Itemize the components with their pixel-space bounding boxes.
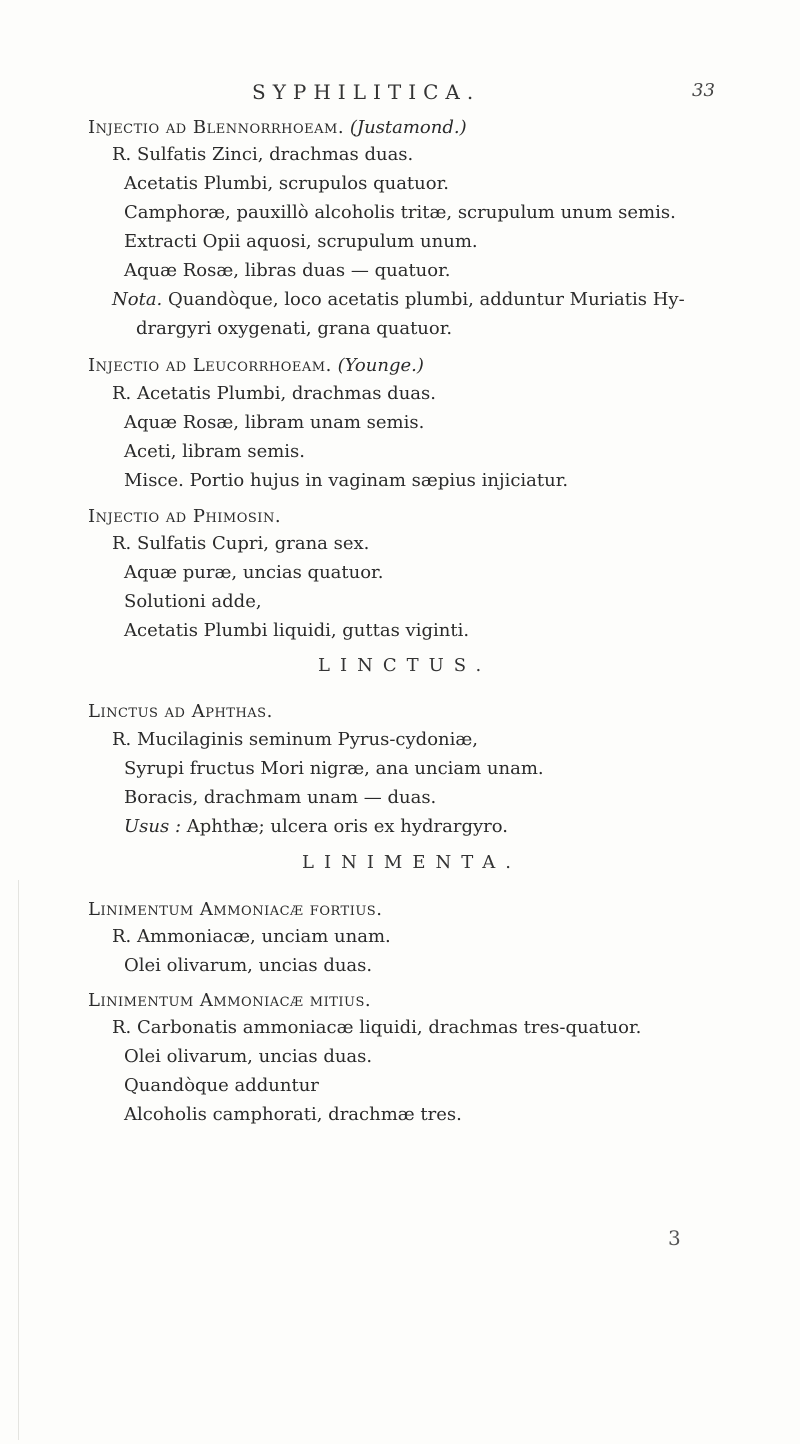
recipe-title-ammoniacae-fortius: Linimentum Ammoniacæ fortius. — [88, 899, 383, 920]
nota-line — [112, 289, 685, 311]
recipe-line: Solutioni adde, — [124, 591, 262, 612]
recipe-line: R. Mucilaginis seminum Pyrus-cydoniæ, — [112, 729, 479, 750]
recipe-title-blennorrhoeam — [88, 117, 467, 139]
section-heading-linctus: LINCTUS. — [318, 655, 492, 676]
recipe-line: Syrupi fructus Mori nigræ, ana unciam unam. — [124, 758, 544, 779]
recipe-line: Aquæ Rosæ, libras duas — quatuor. — [124, 260, 451, 281]
signature-mark: 3 — [668, 1226, 681, 1250]
nota-text: Quandòque, loco acetatis plumbi, adduntur Muriatis Hy- — [168, 289, 685, 310]
recipe-line: R. Acetatis Plumbi, drachmas duas. — [112, 383, 436, 404]
recipe-line: Alcoholis camphorati, drachmæ tres. — [124, 1104, 462, 1125]
recipe-author: (Justamond.) — [349, 117, 467, 138]
usus-text: Aphthæ; ulcera oris ex hydrargyro. — [186, 816, 508, 837]
recipe-title-leucorrhoeam — [88, 355, 424, 377]
recipe-title-ammoniacae-mitius: Linimentum Ammoniacæ mitius. — [88, 990, 372, 1011]
usus-label: Usus : — [124, 816, 182, 837]
recipe-line: Aquæ Rosæ, libram unam semis. — [124, 412, 425, 433]
page-number: 33 — [692, 80, 715, 101]
recipe-line: Olei olivarum, uncias duas. — [124, 955, 373, 976]
recipe-line: Acetatis Plumbi liquidi, guttas viginti. — [124, 620, 470, 641]
recipe-line: R. Sulfatis Cupri, grana sex. — [112, 533, 370, 554]
recipe-line: Boracis, drachmam unam — duas. — [124, 787, 437, 808]
recipe-line: Olei olivarum, uncias duas. — [124, 1046, 373, 1067]
nota-continuation: drargyri oxygenati, grana quatuor. — [136, 318, 453, 339]
section-heading-linimenta: LINIMENTA. — [302, 852, 521, 873]
recipe-title: Injectio ad Leucorrhoeam. — [88, 355, 332, 376]
usus-line — [124, 816, 508, 838]
recipe-title: Injectio ad Blennorrhoeam. — [88, 117, 345, 138]
recipe-line: R. Carbonatis ammoniacæ liquidi, drachmas tres-quatuor. — [112, 1017, 642, 1038]
recipe-line: Aquæ puræ, uncias quatuor. — [124, 562, 384, 583]
recipe-line: Quandòque adduntur — [124, 1075, 319, 1096]
recipe-title-aphthas: Linctus ad Aphthas. — [88, 701, 273, 722]
recipe-line: Aceti, libram semis. — [124, 441, 306, 462]
recipe-line: R. Ammoniacæ, unciam unam. — [112, 926, 391, 947]
recipe-line: Misce. Portio hujus in vaginam sæpius injiciatur. — [124, 470, 569, 491]
running-head: SYPHILITICA. — [252, 80, 481, 104]
recipe-line: Camphoræ, pauxillò alcoholis tritæ, scrupulum unum semis. — [124, 202, 676, 223]
recipe-line: Acetatis Plumbi, scrupulos quatuor. — [124, 173, 449, 194]
recipe-title-phimosin: Injectio ad Phimosin. — [88, 506, 282, 527]
nota-label: Nota. — [112, 289, 163, 310]
recipe-line: Extracti Opii aquosi, scrupulum unum. — [124, 231, 478, 252]
page-edge-shadow — [18, 880, 19, 1440]
recipe-line: R. Sulfatis Zinci, drachmas duas. — [112, 144, 414, 165]
recipe-author: (Younge.) — [337, 355, 424, 376]
